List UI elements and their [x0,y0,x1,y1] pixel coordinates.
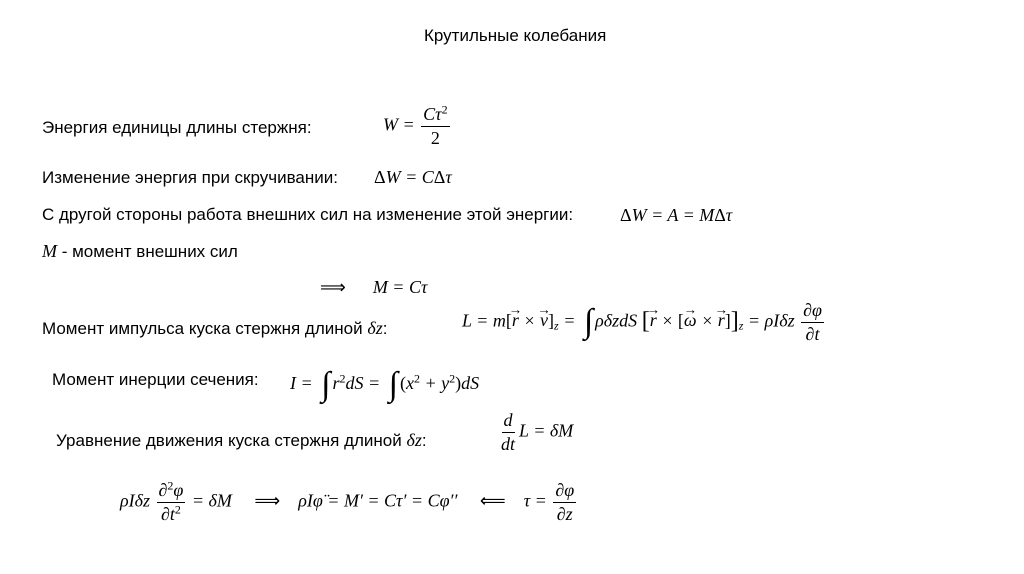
energy-change-formula: ΔW = CΔτ [374,167,452,187]
moment-of-inertia-label: Момент инерции сечения: [52,370,259,389]
moment-result-formula: ⟹ M = Cτ [320,277,428,298]
energy-label: Энергия единицы длины стержня: [42,118,312,137]
work-label: С другой стороны работа внешних сил на изменение этой энергии: [42,205,574,224]
page-title: Крутильные колебания [424,26,607,45]
energy-formula: W = $\frac{C\tau^2}{2}$ [383,102,448,148]
angular-momentum-label: Момент импульса куска стержня длиной δz: [42,318,388,338]
equation-of-motion-label: Уравнение движения куска стержня длиной δz: [56,430,427,450]
work-formula: ΔW = A = MΔτ [620,205,733,225]
energy-change-label: Изменение энергия при скручивании: [42,168,338,187]
angular-momentum-formula: L = m[→ r × → $v]_z$ = ∫ ρδzdS [→ r × [→ ω × → $r]]_z = \rho I\delta z$ $\frac{\partial\varphi}{\partial t}$ [462,300,826,344]
moment-of-inertia-formula: I = ∫ $r^2dS$ = ∫ $(x^2 + y^2)dS$ [290,366,480,404]
wave-equation-formula: ρIδz $\frac{\partial^2\varphi}{\partial t^2}$ = δM ⟹ ρIφ̈ = M′ = Cτ′ = Cφ′′ ⟸ τ = $\frac{\partial\varphi}{\partial z}$ [120,478,575,524]
equation-of-motion-formula: $\frac{d}{dt}$ L = δM [501,410,574,454]
moment-definition: M - момент внешних сил [42,241,238,261]
